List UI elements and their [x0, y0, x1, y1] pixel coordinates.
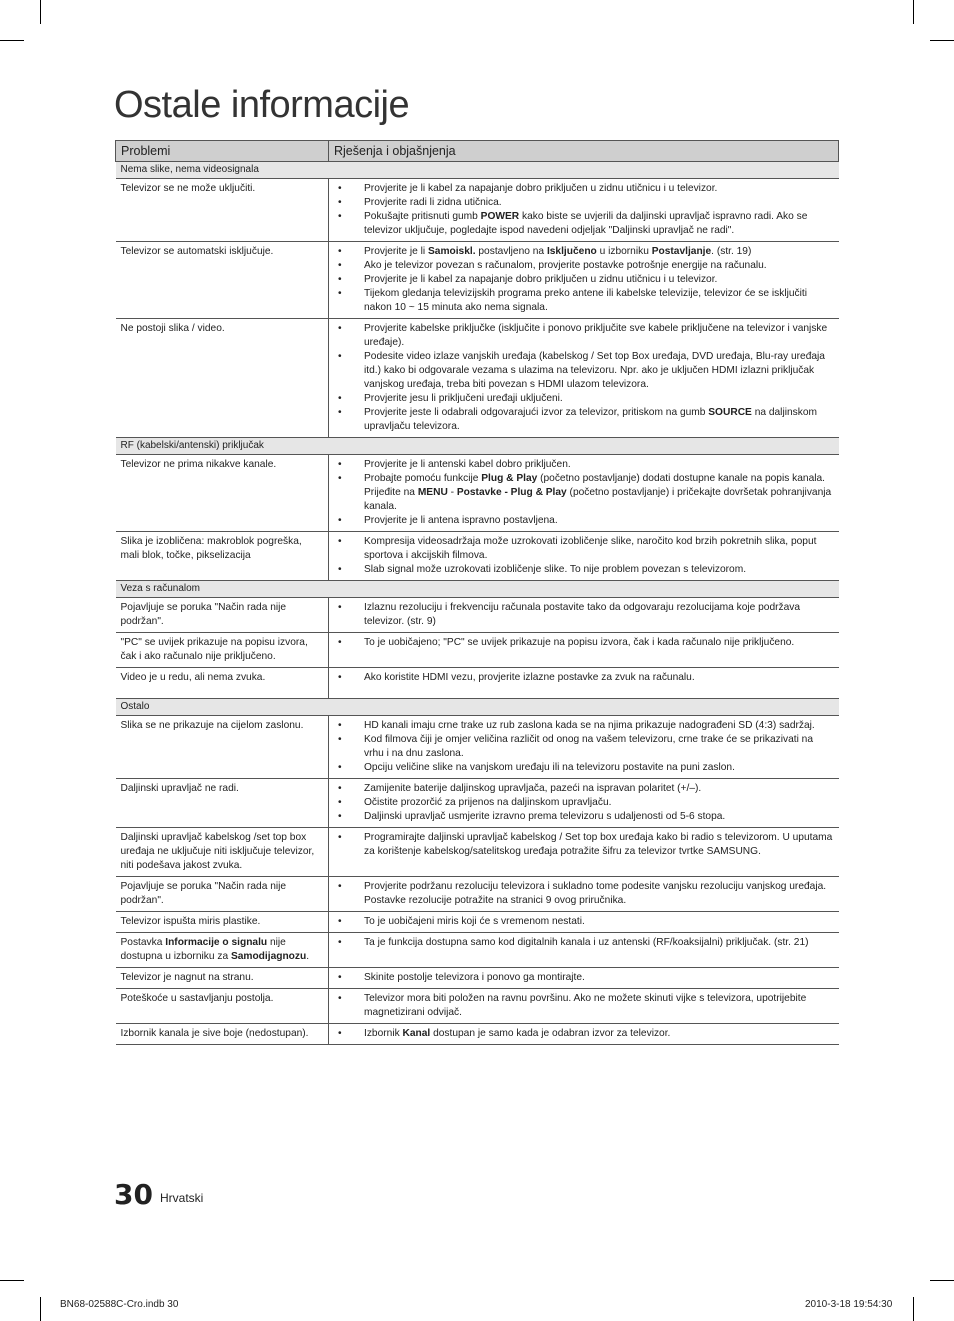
- text-run: postavljeno na: [475, 246, 547, 257]
- problem-cell: [116, 912, 329, 933]
- section-row: [116, 699, 839, 716]
- text-run: Provjerite je li kabel za napajanje dobro priključen u zidnu utičnicu i u televizor.: [364, 274, 718, 285]
- column-header-problems: Problemi: [116, 141, 329, 162]
- bold-term: Samodijagnozu: [230, 951, 307, 962]
- text-run: Izbornik kanala je sive boje (nedostupan).: [120, 1028, 309, 1039]
- solution-item: [358, 458, 834, 472]
- solution-list: [334, 831, 834, 859]
- text-run: Ako koristite HDMI vezu, provjerite izlazne postavke za zvuk na računalu.: [364, 672, 695, 683]
- table-row: [116, 319, 839, 438]
- solution-item: [358, 514, 834, 528]
- text-run: Slab signal može uzrokovati izobličenje slike. To nije problem povezan s televizorom.: [364, 564, 747, 575]
- text-run: . (str. 19): [711, 246, 752, 257]
- solution-item: [358, 880, 834, 908]
- bold-term: Postavke - Plug & Play: [456, 487, 567, 498]
- solution-cell: [329, 779, 839, 828]
- text-run: Pojavljuje se poruka "Način rada nije podržan".: [120, 881, 287, 906]
- table-row: [116, 933, 839, 968]
- crop-mark: [913, 0, 914, 24]
- table-row: [116, 633, 839, 668]
- text-run: Očistite prozorčić za prijenos na daljinskom upravljaču.: [364, 797, 612, 808]
- table-row: [116, 598, 839, 633]
- solution-cell: [329, 989, 839, 1024]
- problem-cell: [116, 319, 329, 438]
- solution-item: [358, 273, 834, 287]
- table-row: [116, 179, 839, 242]
- solution-list: [334, 458, 834, 528]
- bold-term: MENU: [417, 487, 448, 498]
- text-run: u izborniku: [596, 246, 652, 257]
- text-run: na daljinskom upravljaču televizora.: [364, 407, 817, 432]
- solution-cell: [329, 912, 839, 933]
- solution-item: [358, 971, 834, 985]
- crop-mark: [0, 1280, 24, 1281]
- table-header-row: [116, 141, 839, 162]
- problem-cell: [116, 933, 329, 968]
- footer-timestamp: 2010-3-18 19:54:30: [805, 1299, 893, 1310]
- text-run: Provjerite kabelske priključke (isključite i ponovo priključite sve kabele priključene na televizor i vanjske uređaje).: [364, 323, 828, 348]
- solution-item: [358, 671, 834, 685]
- text-run: nije dostupna u izborniku za: [120, 937, 286, 962]
- page-title: Ostale informacije: [114, 84, 410, 126]
- problem-cell: [116, 455, 329, 532]
- text-run: Televizor ne prima nikakve kanale.: [120, 459, 277, 470]
- text-run: Daljinski upravljač usmjerite izravno prema televizoru s udaljenosti od 5-6 stopa.: [364, 811, 726, 822]
- solution-item: [358, 915, 834, 929]
- troubleshooting-table: [115, 140, 839, 1045]
- text-run: Ta je funkcija dostupna samo kod digitalnih kanala i uz antenski (RF/koaksijalni) priključak. (str. 21): [364, 937, 809, 948]
- bold-term: SOURCE: [708, 407, 752, 418]
- solution-item: [358, 350, 834, 392]
- solution-list: [334, 245, 834, 315]
- text-run: HD kanali imaju crne trake uz rub zaslona kada se na njima prikazuje nadograđeni SD (4:3) sadržaj.: [364, 720, 815, 731]
- bold-term: Kanal: [402, 1028, 431, 1039]
- text-run: Slika se ne prikazuje na cijelom zaslonu.: [120, 720, 304, 731]
- text-run: Televizor se ne može uključiti.: [120, 183, 256, 194]
- section-row: [116, 162, 839, 179]
- solution-item: [358, 810, 834, 824]
- problem-cell: [116, 779, 329, 828]
- solution-item: [358, 563, 834, 577]
- problem-cell: [116, 532, 329, 581]
- solution-cell: [329, 179, 839, 242]
- footer-file-info: BN68-02588C-Cro.indb 30: [60, 1299, 179, 1310]
- text-run: Televizor se automatski isključuje.: [120, 246, 274, 257]
- solution-cell: [329, 1024, 839, 1045]
- bold-term: Plug & Play: [481, 473, 538, 484]
- text-run: Video je u redu, ali nema zvuka.: [120, 672, 266, 683]
- text-run: Izbornik: [364, 1028, 403, 1039]
- solution-item: [358, 196, 834, 210]
- solution-list: [334, 992, 834, 1020]
- problem-cell: [116, 989, 329, 1024]
- bold-term: POWER: [480, 211, 520, 222]
- text-run: Poteškoće u sastavljanju postolja.: [120, 993, 274, 1004]
- problem-cell: [116, 179, 329, 242]
- text-run: Provjerite je li kabel za napajanje dobro priključen u zidnu utičnicu i u televizor.: [364, 183, 718, 194]
- text-run: .: [306, 951, 310, 962]
- solution-item: [358, 636, 834, 650]
- section-title: Veza s računalom: [116, 581, 839, 598]
- table-row: [116, 989, 839, 1024]
- solution-cell: [329, 455, 839, 532]
- crop-mark: [913, 1297, 914, 1321]
- text-run: Ne postoji slika / video.: [120, 323, 225, 334]
- text-run: (početno postavljanje) i pričekajte dovršetak pohranjivanja kanala.: [364, 487, 832, 512]
- problem-cell: [116, 242, 329, 319]
- solution-cell: [329, 716, 839, 779]
- section-row: [116, 438, 839, 455]
- problem-cell: [116, 598, 329, 633]
- text-run: Programirajte daljinski upravljač kabelskog / Set top box uređaja kako bi radio s televizorom. U uputama za korištenje kabelskog/satelitskog uređaja potražite šifru za televizor tvrtke SAMSUNG.: [364, 832, 833, 857]
- solution-item: [358, 936, 834, 950]
- text-run: Provjerite je li: [364, 246, 428, 257]
- table-row: [116, 532, 839, 581]
- section-row: [116, 581, 839, 598]
- text-run: Zamijenite baterije daljinskog upravljača, pazeći na ispravan polaritet (+/–).: [364, 783, 702, 794]
- page-language: Hrvatski: [160, 1191, 204, 1205]
- table-row: [116, 912, 839, 933]
- text-run: To je uobičajeno; "PC" se uvijek prikazuje na popisu izvora, čak i kada računalo nije priključeno.: [364, 637, 795, 648]
- text-run: Probajte pomoću funkcije: [364, 473, 482, 484]
- crop-mark: [0, 40, 24, 41]
- text-run: Izlaznu rezoluciju i frekvenciju računala postavite tako da odgovaraju rezolucijama koje podržava televizor. (str. 9): [364, 602, 801, 627]
- text-run: Provjerite jesu li priključeni uređaji uključeni.: [364, 393, 563, 404]
- text-run: Televizor je nagnut na stranu.: [120, 972, 254, 983]
- column-header-solutions: Rješenja i objašnjenja: [329, 141, 839, 162]
- bold-term: Samoiskl.: [427, 246, 476, 257]
- text-run: Opciju veličine slike na vanjskom uređaju ili na televizoru postavite na puni zaslon.: [364, 762, 735, 773]
- solution-list: [334, 719, 834, 775]
- solution-cell: [329, 633, 839, 668]
- bold-term: Postavljanje: [651, 246, 712, 257]
- section-title: Nema slike, nema videosignala: [116, 162, 839, 179]
- solution-list: [334, 936, 834, 950]
- problem-cell: [116, 828, 329, 877]
- text-run: Kod filmova čiji je omjer veličina različit od onog na vašem televizoru, crne trake će se prikazivati na vrhu i na dnu zaslona.: [364, 734, 814, 759]
- solution-item: [358, 406, 834, 434]
- crop-mark: [930, 1280, 954, 1281]
- table-body: [116, 162, 839, 1045]
- problem-cell: [116, 668, 329, 699]
- solution-item: [358, 210, 834, 238]
- solution-cell: [329, 968, 839, 989]
- crop-mark: [40, 0, 41, 24]
- text-run: Pojavljuje se poruka "Način rada nije podržan".: [120, 602, 287, 627]
- text-run: kako biste se uvjerili da daljinski upravljač ispravno radi. Ako se televizor uključuje, pogledajte ispod navedeni odjeljak "Daljinski upravljač ne radi".: [364, 211, 808, 236]
- table-row: [116, 877, 839, 912]
- table-row: [116, 779, 839, 828]
- text-run: Provjerite podržanu rezoluciju televizora i sukladno tome podesite vanjsku rezoluciju vanjskog uređaja. Postavke rezolucije potražite na stranici 9 ovog priručnika.: [364, 881, 827, 906]
- solution-item: [358, 782, 834, 796]
- solution-item: [358, 601, 834, 629]
- text-run: -: [447, 487, 457, 498]
- solution-list: [334, 782, 834, 824]
- text-run: Daljinski upravljač kabelskog /set top box uređaja ne uključuje niti isključuje televizor, niti podešava jakost zvuka.: [120, 832, 315, 871]
- solution-list: [334, 1027, 834, 1041]
- table-row: [116, 455, 839, 532]
- page-number: 30: [114, 1178, 153, 1211]
- solution-list: [334, 880, 834, 908]
- solution-item: [358, 1027, 834, 1041]
- solution-cell: [329, 668, 839, 699]
- solution-cell: [329, 598, 839, 633]
- text-run: Postavka: [120, 937, 166, 948]
- text-run: Provjerite jeste li odabrali odgovarajući izvor za televizor, pritiskom na gumb: [364, 407, 709, 418]
- solution-item: [358, 831, 834, 859]
- table-row: [116, 242, 839, 319]
- problem-cell: [116, 716, 329, 779]
- solution-list: [334, 671, 834, 685]
- solution-list: [334, 601, 834, 629]
- text-run: Televizor ispušta miris plastike.: [120, 916, 261, 927]
- solution-item: [358, 259, 834, 273]
- table-row: [116, 1024, 839, 1045]
- table-row: [116, 668, 839, 699]
- text-run: Televizor mora biti položen na ravnu površinu. Ako ne možete skinuti vijke s televizora, upotrijebite magnetizirani odvijač.: [364, 993, 807, 1018]
- solution-item: [358, 719, 834, 733]
- solution-item: [358, 796, 834, 810]
- text-run: Skinite postolje televizora i ponovo ga montirajte.: [364, 972, 585, 983]
- solution-list: [334, 636, 834, 650]
- solution-cell: [329, 319, 839, 438]
- solution-list: [334, 182, 834, 238]
- section-title: RF (kabelski/antenski) priključak: [116, 438, 839, 455]
- solution-item: [358, 761, 834, 775]
- solution-cell: [329, 532, 839, 581]
- bold-term: Isključeno: [546, 246, 597, 257]
- text-run: Provjerite radi li zidna utičnica.: [364, 197, 502, 208]
- text-run: "PC" se uvijek prikazuje na popisu izvora, čak i ako računalo nije priključeno.: [120, 637, 308, 662]
- table-row: [116, 968, 839, 989]
- solution-item: [358, 733, 834, 761]
- problem-cell: [116, 1024, 329, 1045]
- solution-item: [358, 245, 834, 259]
- solution-cell: [329, 877, 839, 912]
- solution-item: [358, 535, 834, 563]
- crop-mark: [40, 1297, 41, 1321]
- solution-cell: [329, 933, 839, 968]
- text-run: To je uobičajeni miris koji će s vremenom nestati.: [364, 916, 585, 927]
- text-run: dostupan je samo kada je odabran izvor za televizor.: [430, 1028, 671, 1039]
- solution-cell: [329, 828, 839, 877]
- problem-cell: [116, 968, 329, 989]
- solution-item: [358, 472, 834, 514]
- text-run: Ako je televizor povezan s računalom, provjerite postavke potrošnje energije na računalu.: [364, 260, 767, 271]
- text-run: Provjerite je li antenski kabel dobro priključen.: [364, 459, 571, 470]
- text-run: Tijekom gledanja televizijskih programa preko antene ili kabelske televizije, televizor će se isključiti nakon 10 ~ 15 minuta ako nema signala.: [364, 288, 807, 313]
- text-run: Slika je izobličena: makroblok pogreška, mali blok, točke, pikselizacija: [120, 536, 302, 561]
- text-run: Pokušajte pritisnuti gumb: [364, 211, 481, 222]
- solution-item: [358, 392, 834, 406]
- text-run: (početno postavljanje) dodati dostupne kanale na popis kanala. Prijeđite na: [364, 473, 825, 498]
- solution-item: [358, 182, 834, 196]
- solution-cell: [329, 242, 839, 319]
- table-row: [116, 828, 839, 877]
- solution-item: [358, 287, 834, 315]
- table-row: [116, 716, 839, 779]
- solution-list: [334, 322, 834, 434]
- crop-mark: [930, 40, 954, 41]
- solution-list: [334, 535, 834, 577]
- text-run: Provjerite je li antena ispravno postavljena.: [364, 515, 558, 526]
- problem-cell: [116, 877, 329, 912]
- bold-term: Informacije o signalu: [165, 937, 268, 948]
- text-run: Kompresija videosadržaja može uzrokovati izobličenje slike, naročito kod brzih pokretnih slika, poput sportova i akcijskih filmova.: [364, 536, 817, 561]
- text-run: Daljinski upravljač ne radi.: [120, 783, 239, 794]
- section-title: Ostalo: [116, 699, 839, 716]
- solution-item: [358, 322, 834, 350]
- problem-cell: [116, 633, 329, 668]
- solution-list: [334, 971, 834, 985]
- solution-list: [334, 915, 834, 929]
- text-run: Podesite video izlaze vanjskih uređaja (kabelskog / Set top Box uređaja, DVD uređaja, Blu-ray uređaja itd.) kako bi odgovarale vezama s ulazima na televizoru. Npr. ako je uključen HDMI izlazni priključak vanjskog uređaja, treba biti povezan s HDMI ulazom televizora.: [364, 351, 825, 390]
- solution-item: [358, 992, 834, 1020]
